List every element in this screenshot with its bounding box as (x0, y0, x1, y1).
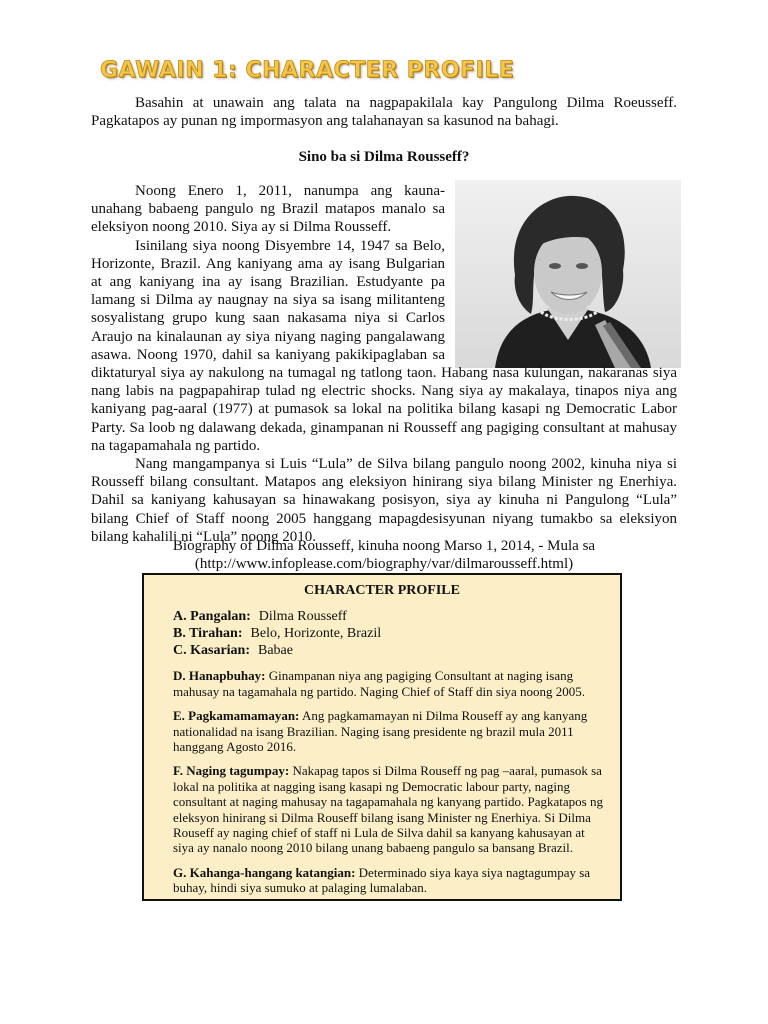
profile-section-label: F. Naging tagumpay: (173, 763, 290, 779)
profile-section-traits (173, 865, 606, 896)
profile-label: C. Kasarian: (173, 643, 250, 659)
profile-section-achievements (173, 763, 606, 855)
biography-paragraph: Noong Enero 1, 2011, nanumpa ang kauna-unahang babaeng pangulo ng Brazil matapos manalo sa eleksiyon noong 2010. Siya ay si Dilma Rousseff. (91, 183, 445, 236)
profile-label: A. Pangalan: (173, 609, 251, 625)
profile-basic-info (173, 608, 620, 659)
profile-label: B. Tirahan: (173, 626, 243, 642)
profile-item-gender (173, 642, 620, 659)
profile-section-label: G. Kahanga-hangang katangian: (173, 864, 356, 880)
profile-value: Dilma Rousseff (258, 609, 347, 625)
biography-paragraph: Isinilang siya noong Disyembre 14, 1947 sa Belo, Horizonte, Brazil. Ang kaniyang ama ay isang Bulgarian at ang kaniyang ina ay isang Brazilian. Estudyante pa lamang si Dilma ay naugnay na siya sa isang militanteng sosyalistang grupo kung saan nakasama niya si Carlos Araujo na kinalaunan ay siya niyang naging pangalawang asawa. Noong 1970, dahil sa kaniyang pakikipaglaban sa diktaturyal siya ay nakulong na tumagal ng tatlong taon. Habang nasa kulungan, nakaranas siya nang labis na pagpapahirap tulad ng electric shocks. Nang siya ay makalaya, tinapos niya ang kaniyang pag-aaral (1977) at pumasok sa lokal na politika bilang kasapi ng Democratic Labor Party. Sa loob ng dalawang dekada, ginampanan ni Rousseff ang pagiging consultant at mahusay na tagapamahala ng partido. (91, 237, 677, 454)
worksheet-title: GAWAIN 1: CHARACTER PROFILE (100, 58, 515, 83)
biography-text (91, 182, 677, 546)
intro-paragraph: Basahin at unawain ang talata na nagpapakilala kay Pangulong Dilma Roeusseff. Pagkatapos ay punan ng impormasyon ang talahanayan sa kasunod na bahagi. (91, 95, 677, 129)
citation-url: (http://www.infoplease.com/biography/var/dilmarousseff.html) (194, 556, 574, 572)
profile-section-text: Ginampanan niya ang pagiging Consultant at naging isang mahusay na tagamahala ng partido. Naging Chief of Staff din siya noong 2005. (173, 668, 586, 699)
profile-section-label: D. Hanapbuhay: (173, 668, 266, 684)
profile-value: Babae (258, 643, 293, 659)
profile-section-text: Nakapag tapos si Dilma Rouseff ng pag –aaral, pumasok sa lokal na politika at nagging isang kasapi ng Democratic labour party, naging consultant at naging mahusay na tagapamahala ng kanyang partido. Pagkatapos ng eleksyon hinirang si Dilma Rouseff bilang isang Minister ng Enerhiya. Si Dilma Rouseff ay naging chief of staff ni Lula de Silva dahil sa kanyang kahusayan at siya ay nanalo noong 2010 bilang unang babaeng pangulo sa bansang Brazil. (173, 763, 603, 856)
photo-spacer (445, 182, 677, 364)
profile-section-label: E. Pagkamamamayan: (173, 708, 300, 724)
profile-section-text: Determinado siya kaya siya nagtagumpay sa buhay, hindi siya sumuko at palaging lumalaban. (173, 864, 591, 896)
profile-value: Belo, Horizonte, Brazil (250, 626, 382, 642)
profile-section-occupation (173, 668, 606, 699)
biography-paragraph: Nang mangampanya si Luis “Lula” de Silva bilang pangulo noong 2002, kinuha niya si Rousseff bilang consultant. Matapos ang eleksiyon hinirang siya bilang Minister ng Enerhiya. Dahil sa kaniyang kahusayan sa hinawakang posisyon, siya ay kinuha ni Pangulong “Lula” bilang Chief of Staff noong 2005 hanggang mapagdesisyunan niyang tumakbo sa eleksiyon bilang kahalili ni “Lula” noong 2010. (91, 456, 677, 545)
section-heading: Sino ba si Dilma Rousseff? (298, 149, 470, 165)
profile-item-name (173, 608, 620, 625)
source-citation (91, 537, 677, 573)
citation-line: Biography of Dilma Rousseff, kinuha noong Marso 1, 2014, - Mula sa (172, 538, 596, 554)
profile-item-address (173, 625, 620, 642)
profile-heading: CHARACTER PROFILE (304, 583, 460, 598)
character-profile-box (142, 573, 622, 901)
profile-section-text: Ang pagkamamayan ni Dilma Rouseff ay ang kanyang nationalidad na isang Brazilian. Naging isang presidente ng brazil mula 2011 hanggang Agosto 2016. (173, 708, 588, 755)
profile-section-citizenship (173, 708, 606, 754)
